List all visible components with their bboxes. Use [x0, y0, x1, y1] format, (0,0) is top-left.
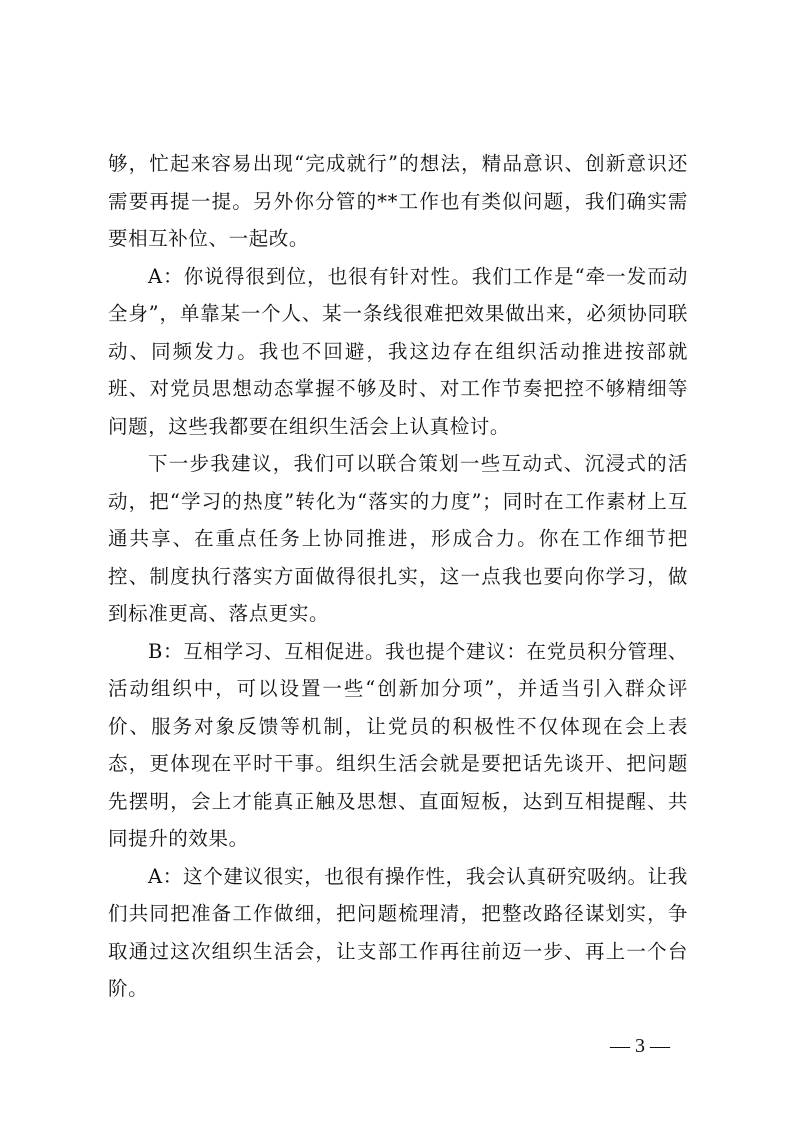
- paragraph-next-step-suggestion: 下一步我建议，我们可以联合策划一些互动式、沉浸式的活动，把“学习的热度”转化为“落实的力度”；同时在工作素材上互通共享、在重点任务上协同推进，形成合力。你在工作细节把控、制度执行落实方面做得很扎实，这一点我也要向你学习，做到标准更高、落点更实。: [108, 452, 688, 625]
- paragraph-speaker-b-suggestion: B：互相学习、互相促进。我也提个建议：在党员积分管理、活动组织中，可以设置一些“创新加分项”，并适当引入群众评价、服务对象反馈等机制，让党员的积极性不仅体现在会上表态，更体现在平时干事。组织生活会就是要把话先谈开、把问题先摆明，会上才能真正触及思想、直面短板，达到互相提醒、共同提升的效果。: [108, 639, 688, 850]
- page-number: — 3 —: [610, 1035, 670, 1057]
- paragraph-speaker-a-response: A：你说得很到位，也很有针对性。我们工作是“牵一发而动全身”，单靠某一个人、某一条线很难把效果做出来，必须协同联动、同频发力。我也不回避，我这边存在组织活动推进按部就班、对党员思想动态掌握不够及时、对工作节奏把控不够精细等问题，这些我都要在组织生活会上认真检讨。: [108, 264, 688, 438]
- document-body: [108, 145, 688, 1008]
- paragraph-speaker-a-closing: A：这个建议很实，也很有操作性，我会认真研究吸纳。让我们共同把准备工作做细，把问题梳理清，把整改路径谋划实，争取通过这次组织生活会，让支部工作再往前迈一步、再上一个台阶。: [108, 864, 688, 1000]
- paragraph-continuation: 够，忙起来容易出现“完成就行”的想法，精品意识、创新意识还需要再提一提。另外你分管的**工作也有类似问题，我们确实需要相互补位、一起改。: [108, 152, 688, 250]
